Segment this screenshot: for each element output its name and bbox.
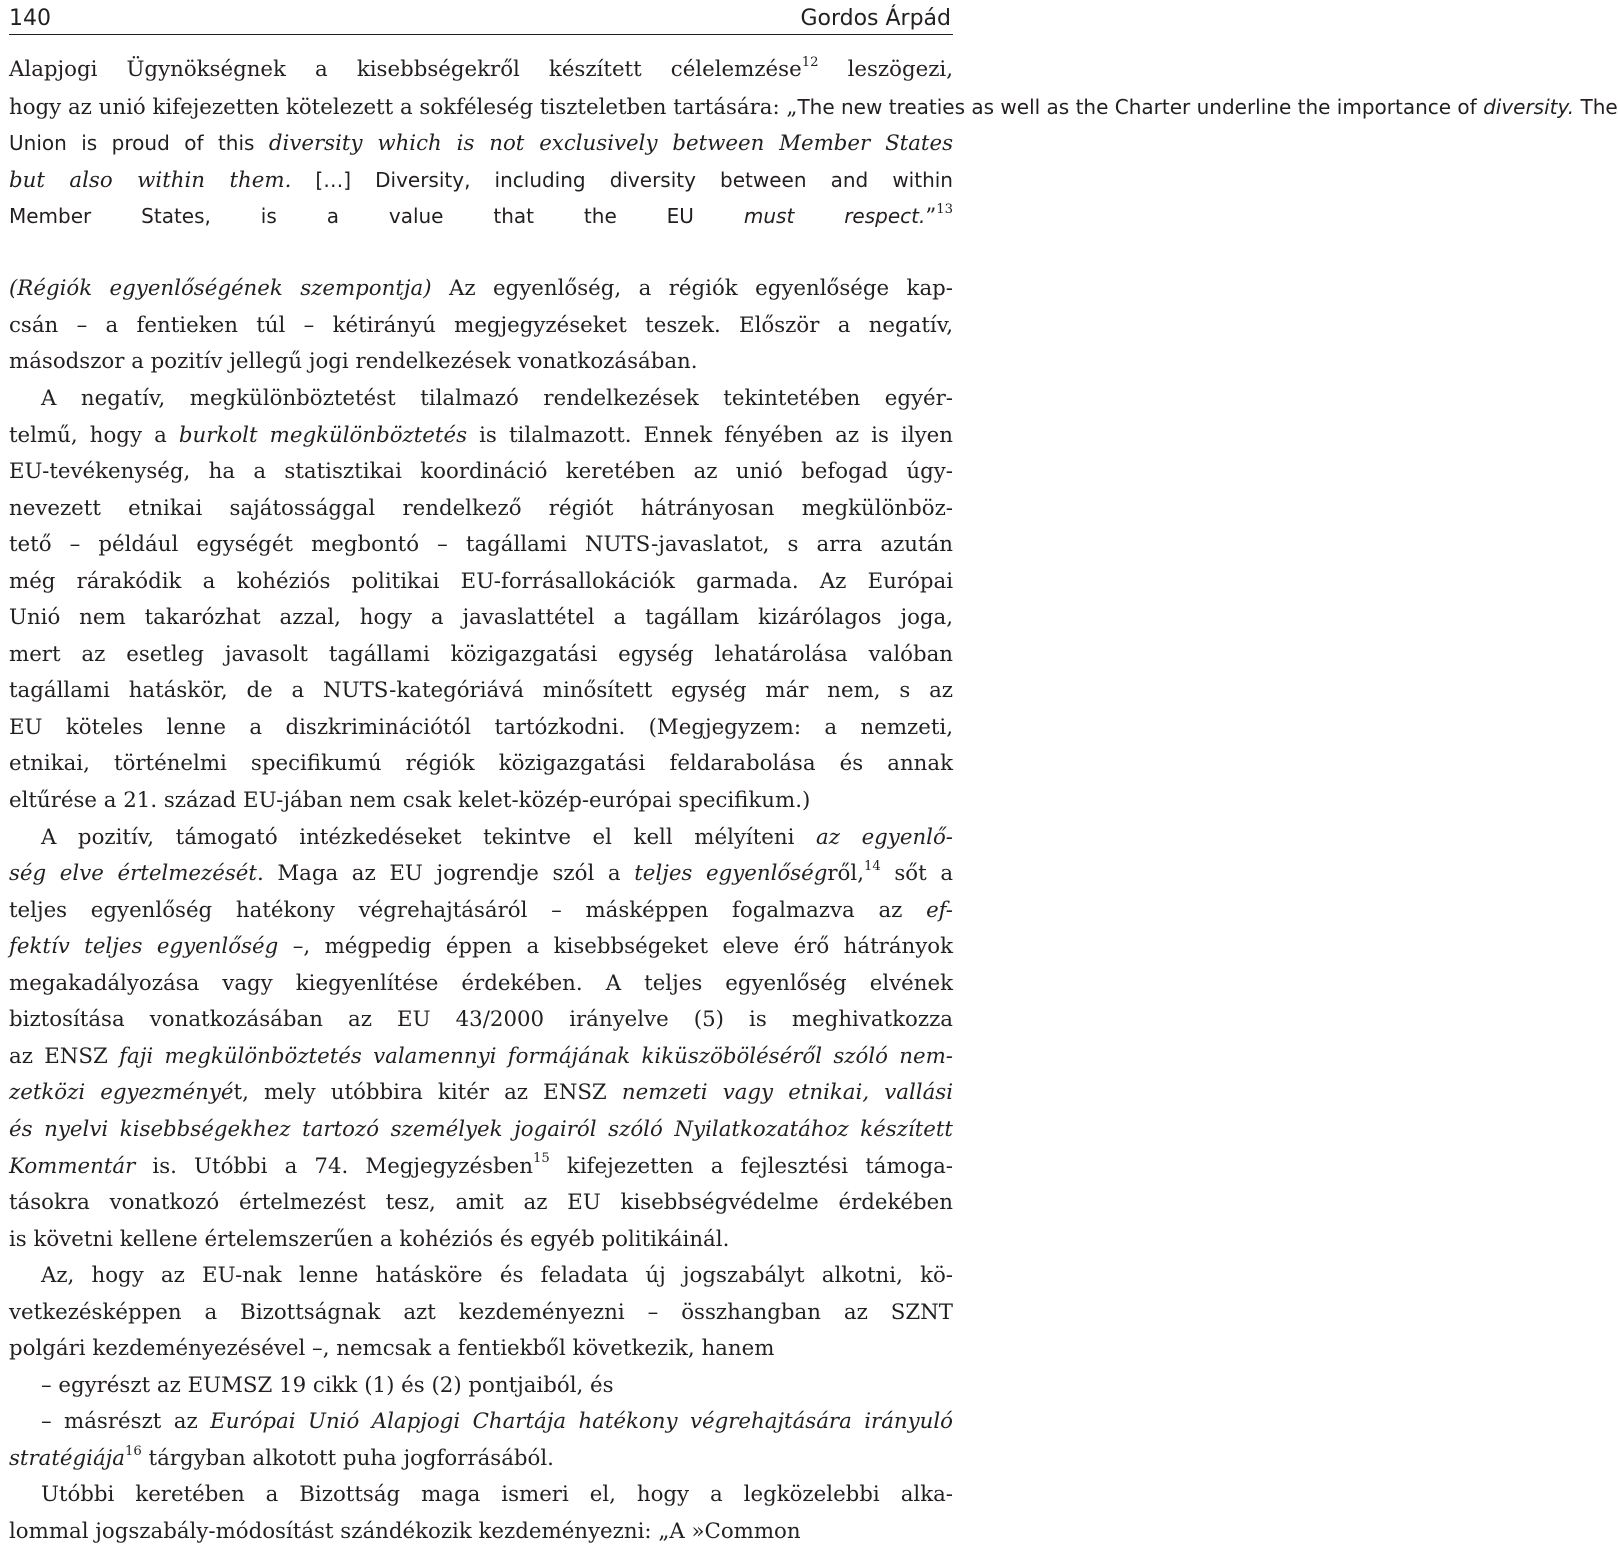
text-run: megakadályozása vagy kiegyenlítése érdekében. A teljes egyenlőség elvének — [9, 970, 953, 996]
text-run: ” — [925, 204, 937, 230]
text-run: Az, hogy az EU-nak lenne hatásköre és feladata új jogszabályt alkotni, kö- — [9, 1263, 953, 1289]
text-line — [9, 1368, 953, 1404]
text-run: az ENSZ — [9, 1043, 120, 1069]
text-line — [9, 1477, 953, 1513]
italic-run: diversity. — [1483, 94, 1575, 119]
text-line — [9, 710, 953, 746]
text-line — [9, 856, 953, 892]
text-line — [9, 198, 953, 234]
text-line — [9, 637, 953, 673]
text-run: kifejezetten a fejlesztési támoga- — [549, 1153, 953, 1179]
text-line — [9, 600, 953, 636]
italic-run: stratégiája — [9, 1445, 125, 1471]
text-run: . Maga az EU jogrendje szól a — [256, 861, 635, 887]
text-line — [9, 52, 953, 88]
text-line — [9, 893, 953, 929]
text-run: – egyrészt az EUMSZ 19 cikk (1) és (2) pontjaiból, és — [9, 1372, 614, 1398]
text-run: telmű, hogy a — [9, 422, 179, 448]
italic-run: but also within them. — [9, 167, 292, 193]
text-run: tető – például egységét megbontó – tagállami NUTS-javaslatot, s arra azután — [9, 532, 953, 558]
text-line — [9, 418, 953, 454]
text-run: is követni kellene értelemszerűen a kohéziós és egyéb politikáinál. — [9, 1226, 730, 1252]
text-run: A pozitív, támogató intézkedéseket tekintve el kell mélyíteni — [9, 824, 817, 850]
text-line — [9, 1222, 953, 1258]
text-run: eltűrése a 21. század EU-jában nem csak kelet-közép-európai specifikum.) — [9, 788, 811, 813]
footnote-ref: 12 — [801, 54, 819, 70]
text-line — [9, 89, 1618, 125]
text-run: is. Utóbbi a 74. Megjegyzésben — [135, 1153, 534, 1179]
text-line — [9, 1441, 953, 1477]
text-run: Unió nem takarózhat azzal, hogy a javaslattétel a tagállam kizárólagos joga, — [9, 605, 953, 631]
text-line — [9, 1185, 953, 1221]
italic-run: nemzeti vagy etnikai, vallási — [621, 1080, 954, 1106]
text-line — [9, 1404, 953, 1440]
footnote-ref: 14 — [863, 859, 881, 875]
text-run: The new treaties as well as the Charter underline the importance of — [797, 94, 1484, 119]
italic-run: ség elve értelmezését — [9, 861, 257, 887]
text-line — [9, 308, 953, 344]
text-line — [9, 966, 953, 1002]
italic-run: zetközi egyezményé — [9, 1080, 234, 1106]
text-line — [9, 1514, 953, 1550]
italic-run: Európai Unió Alapjogi Chartája hatékony végrehajtására irányuló — [210, 1409, 953, 1435]
text-line — [9, 527, 953, 563]
text-run: még rárakódik a kohéziós politikai EU-forrásallokációk garmada. Az Európai — [9, 568, 953, 594]
text-run: tagállami hatáskör, de a NUTS-kategóriává minősített egység már nem, s az — [9, 678, 953, 704]
italic-run: az egyenlő- — [816, 824, 953, 850]
text-line — [9, 454, 953, 490]
text-run: tárgyban alkotott puha jogforrásából. — [141, 1445, 554, 1471]
text-line — [9, 1112, 953, 1148]
text-run: mert az esetleg javasolt tagállami közigazgatási egység lehatárolása valóban — [9, 641, 953, 667]
italic-run: burkolt megkülönböztetés — [178, 422, 467, 448]
text-line — [9, 1295, 953, 1331]
text-run: The — [1574, 94, 1618, 119]
text-run: másodszor a pozitív jellegű jogi rendelkezések vonatkozásában. — [9, 349, 698, 375]
text-run: ről, — [827, 861, 864, 887]
text-run: hogy az unió kifejezetten kötelezett a sokféleség tiszteletben tartására: „ — [9, 94, 798, 120]
text-run: is tilalmazott. Ennek fényében az is ilyen — [467, 422, 953, 448]
italic-run: fektív teljes egyenlőség — [9, 934, 279, 960]
running-head-author: Gordos Árpád — [800, 6, 951, 31]
text-line — [9, 820, 953, 856]
text-run: EU köteles lenne a diszkriminációtól tartózkodni. (Megjegyzem: a nemzeti, — [9, 714, 953, 740]
italic-run: és nyelvi kisebbségekhez tartozó személyek jogairól szóló Nyilatkozatához készített — [9, 1116, 953, 1142]
italic-run: ef- — [926, 897, 953, 923]
blank-line — [9, 235, 953, 271]
text-line — [9, 125, 953, 161]
text-line — [9, 381, 953, 417]
text-line — [9, 271, 953, 307]
text-run: […] Diversity, including diversity between and within — [291, 167, 953, 192]
text-line — [9, 673, 953, 709]
text-run: Alapjogi Ügynökségnek a kisebbségekről készített célelemzése — [9, 57, 802, 82]
text-line — [9, 929, 953, 965]
footnote-ref: 15 — [533, 1151, 550, 1167]
italic-run: (Régiók egyenlőségének szempontja) — [9, 276, 432, 302]
text-run: EU-tevékenység, ha a statisztikai koordináció keretében az unió befogad úgy- — [9, 459, 953, 485]
text-line — [9, 344, 953, 380]
text-run: sőt a — [880, 861, 954, 887]
text-line — [9, 1258, 953, 1294]
text-run: A negatív, megkülönböztetést tilalmazó rendelkezések tekintetében egyér- — [9, 385, 953, 411]
page-number: 140 — [9, 6, 51, 31]
text-run: csán – a fentieken túl – kétirányú megjegyzéseket teszek. Először a negatív, — [9, 312, 953, 338]
text-run: t, mely utóbbira kitér az ENSZ — [233, 1080, 622, 1106]
italic-run: faji megkülönböztetés valamennyi formájának kiküszöböléséről szóló nem- — [119, 1043, 954, 1069]
text-run: Member States, is a value that the EU — [9, 204, 744, 229]
footnote-ref: 16 — [124, 1443, 142, 1459]
text-run: leszögezi, — [818, 57, 953, 82]
running-header — [9, 4, 953, 35]
text-line — [9, 491, 953, 527]
text-run: Az egyenlőség, a régiók egyenlősége kap- — [431, 276, 953, 302]
italic-run: diversity which is not exclusively between Member States — [268, 131, 954, 157]
text-line — [9, 783, 953, 819]
text-run: Utóbbi keretében a Bizottság maga ismeri el, hogy a legközelebbi alka- — [9, 1482, 953, 1508]
text-run: – másrészt az — [9, 1409, 211, 1435]
footnote-ref: 13 — [936, 202, 954, 218]
text-run: lommal jogszabály-módosítást szándékozik kezdeményezni: „A »Common — [9, 1519, 801, 1544]
text-line — [9, 746, 953, 782]
text-line — [9, 564, 953, 600]
italic-run: Kommentár — [9, 1153, 136, 1179]
text-run: polgári kezdeményezésével –, nemcsak a fentiekből következik, hanem — [9, 1336, 775, 1362]
text-line — [9, 1075, 953, 1111]
text-line — [9, 162, 953, 198]
text-run: vetkezésképpen a Bizottságnak azt kezdeményezni – összhangban az SZNT — [9, 1299, 953, 1325]
text-run: biztosítása vonatkozásában az EU 43/2000 irányelve (5) is meghivatkozza — [9, 1007, 953, 1033]
text-line — [9, 1039, 953, 1075]
text-line — [9, 1002, 953, 1038]
text-run: etnikai, történelmi specifikumú régiók közigazgatási feldarabolása és annak — [9, 751, 953, 777]
italic-run: must respect. — [743, 204, 926, 229]
text-run: tásokra vonatkozó értelmezést tesz, amit az EU kisebbségvédelme érdekében — [9, 1190, 953, 1216]
italic-run: teljes egyenlőség — [634, 861, 828, 887]
text-run: Union is proud of this — [9, 131, 269, 156]
text-run: teljes egyenlőség hatékony végrehajtásáról – másképpen fogalmazva az — [9, 897, 927, 923]
text-run: nevezett etnikai sajátossággal rendelkező régiót hátrányosan megkülönböz- — [9, 495, 953, 521]
text-run: –, mégpedig éppen a kisebbségeket eleve érő hátrányok — [278, 934, 953, 960]
text-line — [9, 1331, 953, 1367]
text-line — [9, 1149, 953, 1185]
